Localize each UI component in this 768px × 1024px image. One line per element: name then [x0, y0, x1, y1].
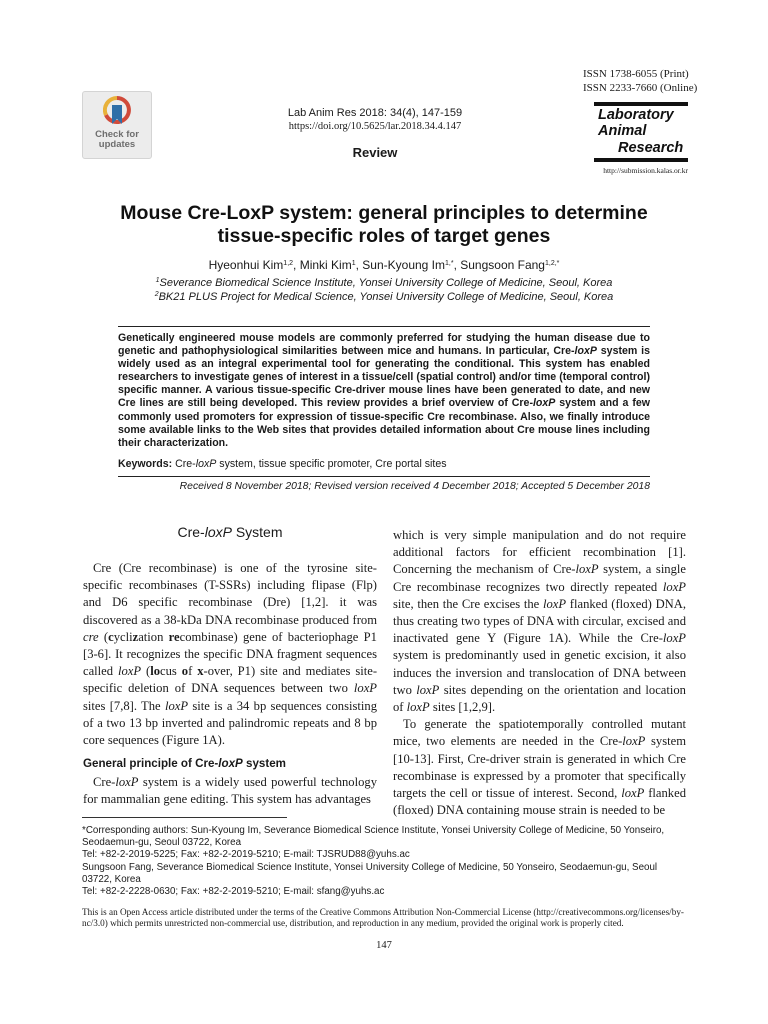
article-type: Review	[352, 145, 398, 160]
subsection-heading-text: General principle of Cre-	[83, 757, 219, 770]
bold-run: lo	[150, 664, 161, 679]
body-paragraph	[83, 774, 377, 808]
logo-line1: Laboratory	[598, 107, 674, 123]
bold-run: x	[197, 664, 204, 679]
italic-run: loxP	[118, 664, 142, 679]
italic-run: loxP	[621, 786, 645, 801]
section-heading-text: Cre-	[177, 524, 205, 540]
body-column-1	[83, 560, 377, 749]
author-sup: 1,2,*	[544, 260, 560, 267]
subsection-heading	[83, 757, 377, 770]
bold-run: z	[132, 629, 139, 644]
badge-line2: updates	[98, 139, 136, 150]
author-name: Hyeonhui Kim	[208, 258, 284, 272]
journal-website[interactable]: http://submission.kalas.or.kr	[603, 166, 688, 175]
bold-run: re	[168, 629, 180, 644]
corresponding-authors	[82, 825, 686, 898]
corr-author-2: Sungsoon Fang, Severance Biomedical Science Institute, Yonsei University College of Medicine, 50 Yonseiro, Seodaemun-gu, Seoul 03722, Korea	[82, 861, 658, 885]
section-heading	[83, 524, 377, 540]
abstract	[118, 332, 650, 450]
section-heading-loxp: loxP	[204, 524, 232, 540]
logo-bar-top	[594, 102, 688, 106]
abstract-top-rule	[118, 326, 650, 327]
text-run: -over, P1) site and mediates site-specific deletion of DNA sequences between two	[83, 664, 378, 696]
keywords	[118, 458, 650, 470]
author-name: Sun-Kyoung Im	[362, 258, 446, 272]
bookmark-ring-icon	[103, 96, 131, 128]
logo-line2: Animal	[598, 123, 647, 139]
text-run: sites [7,8]. The	[83, 698, 165, 713]
author-name: Minki Kim	[299, 258, 352, 272]
license-notice: This is an Open Access article distributed under the terms of the Creative Commons Attribution Non-Commercial License (http://creativecommons.org/licenses/by-nc/3.0) which permits unrestricted non-commercial use, distribution, and reproduction in any medium, provided the original work is properly cited.	[82, 907, 684, 928]
keywords-label: Keywords:	[118, 458, 173, 470]
title-line1: Mouse Cre-LoxP system: general principles to determine	[120, 202, 648, 224]
italic-run: loxP	[115, 775, 139, 789]
body-column-1-continued	[83, 774, 377, 808]
italic-run: loxP	[406, 700, 430, 715]
text-run: flanked (floxed) DNA, thus creating two types of DNA with circular, excised and inactivated gene Y (Figure 1A). While the Cre-	[393, 596, 686, 646]
italic-run: loxP	[622, 734, 646, 749]
abstract-bottom-rule	[118, 476, 650, 477]
text-run: sites [1,2,9].	[429, 700, 496, 715]
affiliation-sup: 1	[155, 277, 160, 284]
abstract-text: system and a few commonly used promoters for expression of tissue-specific Cre recombinase. Also, we finally introduce some available links to the Web sites that provides detailed information about Cre mouse lines including their characterization.	[118, 397, 650, 449]
article-title	[84, 202, 684, 248]
badge-label	[83, 130, 151, 150]
italic-run: loxP	[353, 681, 377, 696]
subsection-heading-loxp: loxP	[218, 757, 243, 770]
abstract-text: system is widely used as an integral experimental tool for generating the conditional. This system has enabled researchers to investigate genes of interest in a tissue/cell (spatial control) and/or time (temporal control) specific manner. A various tissue-specific Cre-driver mouse lines have been generated to date, and new Cre lines are still being developed. This review provides a brief overview of Cre-	[118, 345, 650, 410]
issn-online: ISSN 2233-7660 (Online)	[583, 82, 698, 94]
italic-run: loxP	[164, 698, 189, 713]
logo-line3: Research	[618, 140, 684, 156]
author-sup: 1,2	[283, 260, 294, 267]
abstract-text: Genetically engineered mouse models are commonly preferred for studying the human disease due to genetic and pathophysiological similarities between mice and humans. In particular, Cre-	[118, 332, 650, 358]
text-run: site is a 34 bp sequences consisting of a two 13 bp inverted and palindromic repeats and 8 bp core sequences (Figure 1A).	[83, 698, 377, 748]
text-run: sites depending on the orientation and location of	[393, 682, 686, 715]
issn-print: ISSN 1738-6055 (Print)	[583, 68, 689, 80]
body-column-2	[393, 527, 686, 819]
journal-citation: Lab Anim Res 2018: 34(4), 147-159	[287, 107, 463, 119]
corr-author-1: *Corresponding authors: Sun-Kyoung Im, Severance Biomedical Science Institute, Yonsei University College of Medicine, 50 Yonseiro, Seodaemun-gu, Seoul 03722, Korea	[82, 825, 665, 849]
subsection-heading-text: system	[242, 757, 286, 770]
abstract-loxp: loxP	[532, 397, 556, 410]
badge-line1: Check for	[95, 129, 139, 140]
text-run: (	[141, 664, 151, 679]
text-run: f	[188, 664, 198, 679]
logo-bar-bottom	[594, 158, 688, 162]
text-run: cus	[160, 664, 182, 679]
text-run: (	[98, 629, 109, 644]
text-run: system, a single Cre recombinase recognizes two directly repeated	[393, 562, 686, 594]
page-number: 147	[376, 940, 392, 951]
doi-link[interactable]: https://doi.org/10.5625/lar.2018.34.4.147	[288, 121, 462, 132]
italic-run: loxP	[575, 562, 599, 577]
italic-run: cre	[83, 629, 99, 644]
author-name: Sungsoon Fang	[460, 258, 545, 272]
journal-logo	[594, 102, 688, 166]
text-run: system is predominantly used in genetic excision, it also induces the inversion and translocation of DNA between two	[393, 648, 686, 697]
text-run: Cre (Cre recombinase) is one of the tyrosine site-specific recombinases (T-SSRs) including flipase (Flp) and D6 specific recombinase (Dre) [1,2]. it was discovered as a 38-kDa DNA recombinase produced from	[83, 561, 377, 627]
affiliation-text: BK21 PLUS Project for Medical Science, Yonsei University College of Medicine, Seoul, Korea	[158, 291, 614, 303]
body-paragraph	[83, 560, 377, 749]
text-run: which is very simple manipulation and do not require additional factors for efficient recombination [1]. Concerning the mechanism of Cre-	[393, 528, 686, 577]
bold-run: o	[181, 664, 189, 679]
corr-contact-2: Tel: +82-2-2228-0630; Fax: +82-2-2019-5210; E-mail: sfang@yuhs.ac	[82, 886, 385, 898]
text-run: To generate the spatiotemporally controlled mutant mice, two elements are needed in the Cre-	[393, 717, 686, 749]
italic-run: loxP	[662, 579, 686, 594]
italic-run: loxP	[542, 596, 567, 611]
keywords-loxp: loxP	[195, 458, 217, 470]
text-run: ycli	[113, 629, 133, 644]
text-run: ation	[138, 629, 169, 644]
text-run: site, then the Cre excises the	[393, 596, 543, 611]
text-run: system [10-13]. First, Cre-driver strain is generated in which Cre recombinase is expressed by a promoter that specifically targets the cell or tissue of interest. Second,	[393, 734, 687, 801]
italic-run: loxP	[662, 631, 686, 646]
received-dates: Received 8 November 2018; Revised version received 4 December 2018; Accepted 5 December 2018	[179, 481, 650, 492]
section-heading-text: System	[231, 524, 283, 540]
author-sup: 1	[351, 260, 356, 267]
check-for-updates-badge[interactable]	[82, 91, 152, 159]
keywords-text: Cre-	[172, 458, 196, 470]
keywords-text: system, tissue specific promoter, Cre portal sites	[216, 458, 447, 470]
author-list: Hyeonhui Kim$^{1,2}$, Minki Kim$^1$, Sun-Kyoung $Im^{1,*}$, Sungsoon Fang$^{1,2,*}$	[208, 258, 560, 272]
author-sup: 1,*	[445, 260, 454, 267]
bold-run: c	[108, 629, 114, 644]
affiliation-text: Severance Biomedical Science Institute, Yonsei University College of Medicine, Seoul, Korea	[159, 277, 613, 289]
italic-run: loxP	[416, 682, 440, 697]
footnote-rule	[82, 817, 287, 818]
text-run: flanked (floxed) DNA containing mouse strain is needed to be	[393, 786, 686, 818]
affiliation-2	[84, 291, 684, 303]
affiliation-sup: 2	[154, 291, 159, 298]
text-run: system is a widely used powerful technology for mammalian gene editing. This system has advantages	[83, 775, 377, 807]
abstract-loxp: loxP	[574, 345, 597, 358]
text-run: Cre-	[93, 775, 116, 789]
corr-contact-1: Tel: +82-2-2019-5225; Fax: +82-2-2019-5210; E-mail: TJSRUD88@yuhs.ac	[82, 849, 410, 861]
affiliation-1	[84, 277, 684, 289]
body-paragraph	[393, 716, 686, 819]
title-line2: tissue-specific roles of target genes	[217, 225, 551, 247]
text-run: combinase) gene of bacteriophage P1 [3-6]. It recognizes the specific DNA fragment sequences called	[83, 629, 377, 679]
body-paragraph	[393, 527, 686, 716]
